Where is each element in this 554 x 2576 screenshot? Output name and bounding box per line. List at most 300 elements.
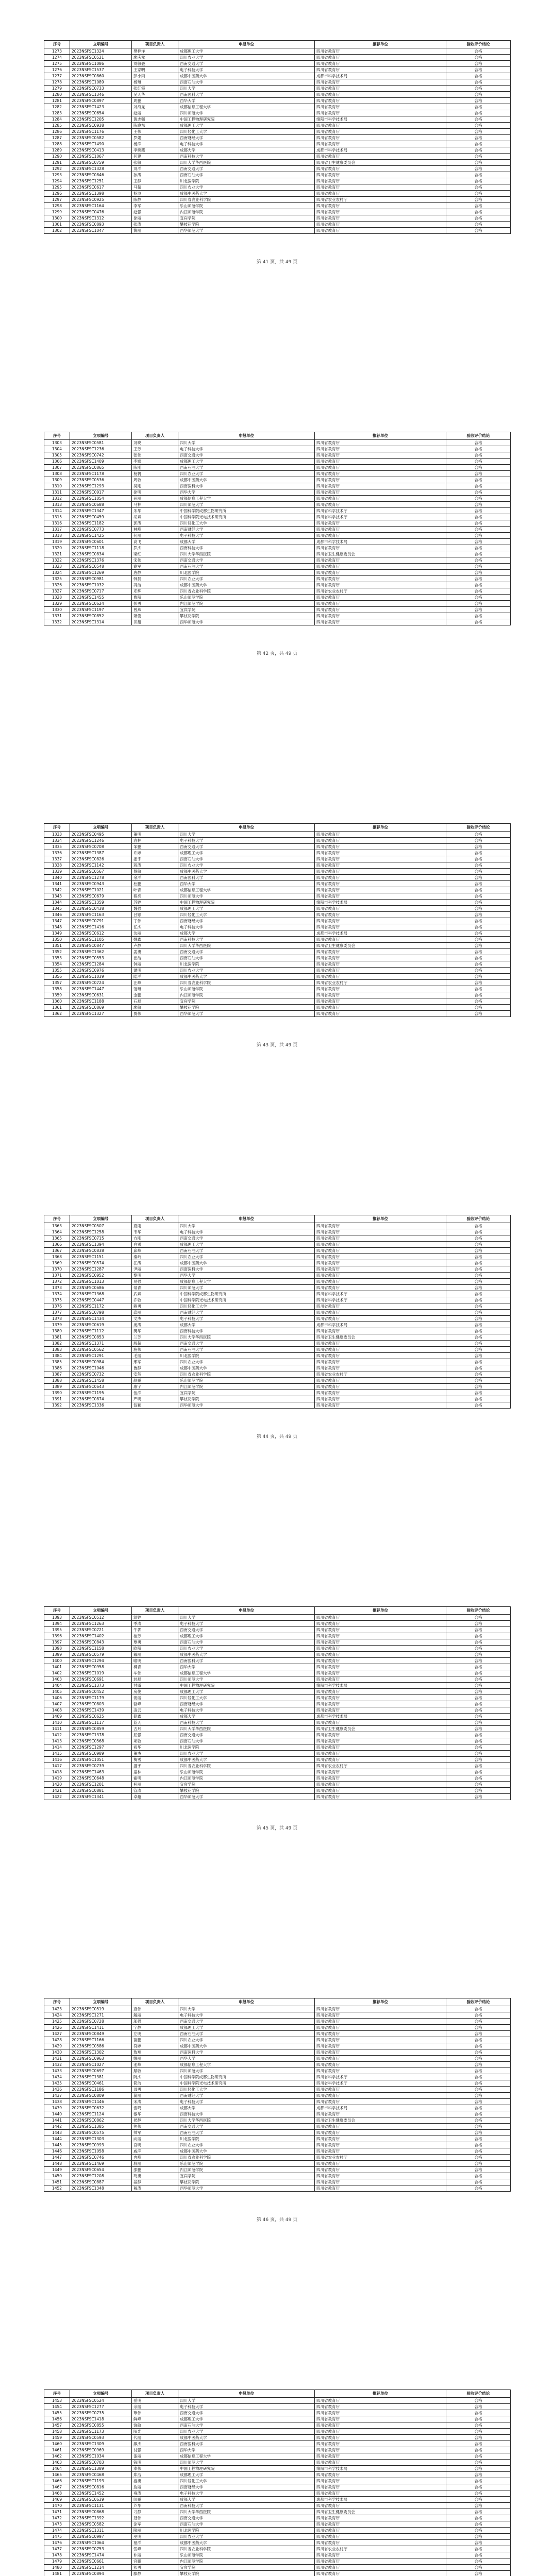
- result-table: [44, 823, 511, 1017]
- cell-index: 1304: [44, 446, 70, 452]
- cell-project-id: 2023NSFSC1046: [70, 1365, 132, 1371]
- cell-recommend-unit: 四川省教育厅: [315, 67, 446, 73]
- cell-project-id: 2023NSFSC0452: [70, 1689, 132, 1695]
- header-leader: 项目负责人: [132, 2390, 178, 2398]
- cell-applicant-unit: 西南石油大学: [178, 172, 315, 178]
- cell-project-id: 2023NSFSC0826: [70, 856, 132, 862]
- cell-result: 合格: [446, 147, 511, 154]
- cell-result: 合格: [446, 2441, 511, 2447]
- cell-applicant-unit: 四川省农业科学院: [178, 2546, 315, 2552]
- cell-applicant-unit: 成都大学: [178, 1322, 315, 1328]
- cell-index: 1423: [44, 2006, 70, 2012]
- cell-result: 合格: [446, 160, 511, 166]
- cell-recommend-unit: 四川省教育厅: [315, 1396, 446, 1402]
- cell-project-id: 2023NSFSC0438: [70, 906, 132, 912]
- cell-project-id: 2023NSFSC1214: [70, 2565, 132, 2571]
- cell-applicant-unit: 西南石油大学: [178, 1248, 315, 1254]
- cell-applicant-unit: 西南科技大学: [178, 2503, 315, 2509]
- cell-leader: 李娜: [132, 459, 178, 465]
- table-row: [44, 1266, 511, 1273]
- cell-result: 合格: [446, 1751, 511, 1757]
- table-row: [44, 197, 511, 203]
- cell-applicant-unit: 西南交通大学: [178, 1341, 315, 1347]
- cell-applicant-unit: 西南交通大学: [178, 1235, 315, 1242]
- cell-result: 合格: [446, 2124, 511, 2130]
- cell-project-id: 2023NSFSC1347: [70, 508, 132, 514]
- header-recommend-unit: 推荐单位: [315, 2390, 446, 2398]
- cell-project-id: 2023NSFSC1455: [70, 595, 132, 601]
- cell-leader: 张红霞: [132, 86, 178, 92]
- cell-project-id: 2023NSFSC0553: [70, 955, 132, 961]
- table-row: [44, 1670, 511, 1676]
- cell-project-id: 2023NSFSC0724: [70, 980, 132, 986]
- table-row: [44, 1378, 511, 1384]
- cell-project-id: 2023NSFSC1394: [70, 1242, 132, 1248]
- cell-recommend-unit: 四川省教育厅: [315, 2161, 446, 2167]
- cell-project-id: 2023NSFSC0893: [70, 222, 132, 228]
- cell-result: 合格: [446, 209, 511, 215]
- cell-recommend-unit: 四川省教育厅: [315, 2484, 446, 2490]
- cell-project-id: 2023NSFSC0519: [70, 2006, 132, 2012]
- cell-applicant-unit: 西华大学: [178, 489, 315, 496]
- table-row: [44, 2565, 511, 2571]
- cell-applicant-unit: 成都理工大学: [178, 1633, 315, 1639]
- cell-leader: 施伟: [132, 1347, 178, 1353]
- cell-recommend-unit: 四川省教育厅: [315, 1639, 446, 1646]
- cell-project-id: 2023NSFSC1293: [70, 483, 132, 489]
- table-row: [44, 582, 511, 588]
- table-row: [44, 862, 511, 869]
- cell-recommend-unit: 四川省农业农村厅: [315, 2155, 446, 2161]
- cell-applicant-unit: 西南石油大学: [178, 2031, 315, 2037]
- cell-leader: 许婷: [132, 850, 178, 856]
- result-table-wrapper: [44, 40, 510, 234]
- cell-recommend-unit: 四川省教育厅: [315, 2099, 446, 2105]
- cell-recommend-unit: 四川省卫生健康委员会: [315, 1334, 446, 1341]
- cell-index: 1309: [44, 477, 70, 483]
- cell-index: 1289: [44, 147, 70, 154]
- header-project-id: 立项编号: [70, 824, 132, 832]
- cell-recommend-unit: 四川省教育厅: [315, 1658, 446, 1664]
- cell-index: 1370: [44, 1266, 70, 1273]
- cell-applicant-unit: 攀枝花学院: [178, 2179, 315, 2185]
- cell-leader: 秦岭: [132, 1254, 178, 1260]
- cell-applicant-unit: 西华师范大学: [178, 1011, 315, 1017]
- page-number: 第 45 页，共 49 页: [256, 1826, 298, 1831]
- cell-leader: 江涛: [132, 1260, 178, 1266]
- cell-recommend-unit: 四川省教育厅: [315, 1229, 446, 1235]
- cell-project-id: 2023NSFSC0524: [70, 2398, 132, 2404]
- table-row: [44, 203, 511, 209]
- cell-project-id: 2023NSFSC1371: [70, 1341, 132, 1347]
- table-row: [44, 1303, 511, 1310]
- cell-leader: 龚丽: [132, 1310, 178, 1316]
- cell-applicant-unit: 乐山师范学院: [178, 1378, 315, 1384]
- cell-result: 合格: [446, 222, 511, 228]
- cell-result: 合格: [446, 48, 511, 55]
- cell-result: 合格: [446, 1279, 511, 1285]
- cell-project-id: 2023NSFSC1463: [70, 1769, 132, 1775]
- cell-applicant-unit: 四川轻化工大学: [178, 2087, 315, 2093]
- cell-recommend-unit: 四川省教育厅: [315, 992, 446, 998]
- table-row: [44, 61, 511, 67]
- cell-recommend-unit: 四川省教育厅: [315, 178, 446, 184]
- cell-applicant-unit: 西南医科大学: [178, 1266, 315, 1273]
- cell-index: 1396: [44, 1633, 70, 1639]
- table-row: [44, 869, 511, 875]
- cell-leader: 池峰: [132, 2062, 178, 2068]
- cell-leader: 胡斌: [132, 514, 178, 520]
- cell-leader: 杨琳: [132, 79, 178, 86]
- cell-project-id: 2023NSFSC1346: [70, 92, 132, 98]
- cell-project-id: 2023NSFSC1434: [70, 1316, 132, 1322]
- cell-leader: 宋伟: [132, 557, 178, 564]
- cell-index: 1335: [44, 844, 70, 850]
- cell-applicant-unit: 攀枝花学院: [178, 1396, 315, 1402]
- table-row: [44, 2167, 511, 2173]
- cell-applicant-unit: 西南财经大学: [178, 527, 315, 533]
- table-row: [44, 73, 511, 79]
- cell-result: 合格: [446, 1763, 511, 1769]
- cell-applicant-unit: 四川师范大学: [178, 110, 315, 116]
- cell-result: 合格: [446, 2136, 511, 2142]
- cell-recommend-unit: 四川省教育厅: [315, 2025, 446, 2031]
- cell-project-id: 2023NSFSC0617: [70, 184, 132, 191]
- cell-project-id: 2023NSFSC0759: [70, 160, 132, 166]
- cell-result: 合格: [446, 2447, 511, 2453]
- cell-leader: 金鹏: [132, 992, 178, 998]
- cell-index: 1402: [44, 1670, 70, 1676]
- cell-leader: 吴刚: [132, 483, 178, 489]
- cell-leader: 骆峰: [132, 1701, 178, 1707]
- cell-project-id: 2023NSFSC0717: [70, 588, 132, 595]
- cell-index: 1293: [44, 172, 70, 178]
- table-row: [44, 1341, 511, 1347]
- cell-recommend-unit: 四川省教育厅: [315, 129, 446, 135]
- cell-applicant-unit: 中国科学院光电技术研究所: [178, 514, 315, 520]
- cell-project-id: 2023NSFSC1263: [70, 1621, 132, 1627]
- cell-result: 合格: [446, 862, 511, 869]
- cell-index: 1404: [44, 1683, 70, 1689]
- cell-leader: 任杰: [132, 924, 178, 930]
- cell-leader: 赵强: [132, 209, 178, 215]
- cell-recommend-unit: 四川省教育厅: [315, 496, 446, 502]
- cell-leader: 卢静: [132, 943, 178, 949]
- cell-index: 1417: [44, 1763, 70, 1769]
- cell-recommend-unit: 四川省科学技术厅: [315, 1291, 446, 1297]
- cell-applicant-unit: 宜宾学院: [178, 215, 315, 222]
- cell-recommend-unit: 四川省教育厅: [315, 595, 446, 601]
- header-recommend-unit: 推荐单位: [315, 1215, 446, 1223]
- cell-result: 合格: [446, 545, 511, 551]
- cell-recommend-unit: 四川省教育厅: [315, 477, 446, 483]
- table-row: [44, 2484, 511, 2490]
- cell-applicant-unit: 西南交通大学: [178, 2515, 315, 2521]
- table-row: [44, 502, 511, 508]
- cell-recommend-unit: 四川省教育厅: [315, 2148, 446, 2155]
- cell-result: 合格: [446, 557, 511, 564]
- cell-index: 1331: [44, 613, 70, 619]
- cell-recommend-unit: 四川省教育厅: [315, 1011, 446, 1017]
- cell-recommend-unit: 四川省教育厅: [315, 955, 446, 961]
- cell-result: 合格: [446, 197, 511, 203]
- cell-applicant-unit: 西南石油大学: [178, 564, 315, 570]
- cell-recommend-unit: 四川省教育厅: [315, 2062, 446, 2068]
- table-row: [44, 1254, 511, 1260]
- cell-index: 1420: [44, 1782, 70, 1788]
- cell-recommend-unit: 四川省教育厅: [315, 2453, 446, 2460]
- cell-result: 合格: [446, 968, 511, 974]
- cell-index: 1358: [44, 986, 70, 992]
- cell-project-id: 2023NSFSC0624: [70, 601, 132, 607]
- cell-leader: 滕静: [132, 2571, 178, 2576]
- cell-project-id: 2023NSFSC0582: [70, 2521, 132, 2528]
- cell-leader: 袁林: [132, 838, 178, 844]
- cell-index: 1301: [44, 222, 70, 228]
- cell-index: 1474: [44, 2528, 70, 2534]
- cell-project-id: 2023NSFSC1172: [70, 1303, 132, 1310]
- cell-project-id: 2023NSFSC0639: [70, 2497, 132, 2503]
- cell-index: 1425: [44, 2019, 70, 2025]
- cell-applicant-unit: 四川大学华西医院: [178, 943, 315, 949]
- cell-applicant-unit: 电子科技大学: [178, 67, 315, 73]
- cell-applicant-unit: 内江师范学院: [178, 992, 315, 998]
- cell-recommend-unit: 四川省教育厅: [315, 1005, 446, 1011]
- cell-result: 合格: [446, 2185, 511, 2192]
- cell-applicant-unit: 乐山师范学院: [178, 595, 315, 601]
- cell-result: 合格: [446, 2558, 511, 2565]
- cell-result: 合格: [446, 893, 511, 900]
- table-row: [44, 508, 511, 514]
- cell-index: 1282: [44, 104, 70, 110]
- cell-project-id: 2023NSFSC1387: [70, 850, 132, 856]
- cell-result: 合格: [446, 1005, 511, 1011]
- table-row: [44, 2552, 511, 2558]
- cell-recommend-unit: 四川省教育厅: [315, 918, 446, 924]
- cell-recommend-unit: 四川省教育厅: [315, 1341, 446, 1347]
- cell-index: 1318: [44, 533, 70, 539]
- cell-result: 合格: [446, 2025, 511, 2031]
- cell-recommend-unit: 四川省教育厅: [315, 1646, 446, 1652]
- cell-project-id: 2023NSFSC0721: [70, 1627, 132, 1633]
- table-row: [44, 452, 511, 459]
- cell-result: 合格: [446, 129, 511, 135]
- cell-result: 合格: [446, 918, 511, 924]
- table-row: [44, 86, 511, 92]
- table-row: [44, 613, 511, 619]
- cell-applicant-unit: 西南石油大学: [178, 2422, 315, 2429]
- cell-project-id: 2023NSFSC1392: [70, 2515, 132, 2521]
- cell-leader: 储鑫: [132, 1714, 178, 1720]
- cell-leader: 霍明: [132, 1775, 178, 1782]
- table-row: [44, 1633, 511, 1639]
- cell-leader: 欧阳: [132, 1646, 178, 1652]
- cell-project-id: 2023NSFSC0847: [70, 943, 132, 949]
- cell-result: 合格: [446, 1670, 511, 1676]
- cell-index: 1390: [44, 1390, 70, 1396]
- cell-index: 1464: [44, 2466, 70, 2472]
- table-row: [44, 1285, 511, 1291]
- cell-project-id: 2023NSFSC0728: [70, 2019, 132, 2025]
- cell-applicant-unit: 西南医科大学: [178, 2441, 315, 2447]
- cell-index: 1431: [44, 2056, 70, 2062]
- cell-project-id: 2023NSFSC1402: [70, 1633, 132, 1639]
- cell-recommend-unit: 四川省教育厅: [315, 564, 446, 570]
- table-row: [44, 1782, 511, 1788]
- cell-project-id: 2023NSFSC1314: [70, 619, 132, 625]
- cell-leader: 田甜: [132, 619, 178, 625]
- cell-leader: 廖杰: [132, 2441, 178, 2447]
- cell-result: 合格: [446, 1266, 511, 1273]
- page-number: 第 46 页，共 49 页: [256, 2217, 298, 2223]
- table-row: [44, 2019, 511, 2025]
- cell-project-id: 2023NSFSC1490: [70, 141, 132, 147]
- cell-applicant-unit: 西华大学: [178, 1664, 315, 1670]
- cell-recommend-unit: 四川省科学技术厅: [315, 514, 446, 520]
- table-row: [44, 551, 511, 557]
- cell-index: 1364: [44, 1229, 70, 1235]
- cell-applicant-unit: 四川轻化工大学: [178, 129, 315, 135]
- cell-leader: 贾伟: [132, 1011, 178, 1017]
- table-row: [44, 1726, 511, 1732]
- cell-recommend-unit: 四川省教育厅: [315, 1273, 446, 1279]
- cell-index: 1472: [44, 2515, 70, 2521]
- cell-applicant-unit: 四川师范大学: [178, 1285, 315, 1291]
- cell-result: 合格: [446, 582, 511, 588]
- cell-applicant-unit: 四川师范大学: [178, 893, 315, 900]
- cell-index: 1385: [44, 1359, 70, 1365]
- cell-leader: 查伟: [132, 2006, 178, 2012]
- cell-project-id: 2023NSFSC1327: [70, 1011, 132, 1017]
- cell-project-id: 2023NSFSC0735: [70, 2410, 132, 2416]
- cell-applicant-unit: 四川农业大学: [178, 2429, 315, 2435]
- table-row: [44, 79, 511, 86]
- cell-index: 1317: [44, 527, 70, 533]
- cell-project-id: 2023NSFSC0969: [70, 2447, 132, 2453]
- cell-applicant-unit: 内江师范学院: [178, 2167, 315, 2173]
- cell-applicant-unit: 宜宾学院: [178, 1782, 315, 1788]
- cell-applicant-unit: 电子科技大学: [178, 446, 315, 452]
- cell-project-id: 2023NSFSC1197: [70, 607, 132, 613]
- cell-result: 合格: [446, 2167, 511, 2173]
- table-row: [44, 1676, 511, 1683]
- cell-result: 合格: [446, 588, 511, 595]
- table-row: [44, 1371, 511, 1378]
- cell-leader: 管涛: [132, 1788, 178, 1794]
- result-table: [44, 2389, 511, 2576]
- cell-leader: 祝华: [132, 1744, 178, 1751]
- cell-project-id: 2023NSFSC0643: [70, 1384, 132, 1390]
- cell-applicant-unit: 成都信息工程大学: [178, 887, 315, 893]
- header-index: 序号: [44, 1998, 70, 2006]
- cell-leader: 杨帆: [132, 471, 178, 477]
- cell-index: 1445: [44, 2142, 70, 2148]
- cell-result: 合格: [446, 1353, 511, 1359]
- cell-applicant-unit: 中国科学院光电技术研究所: [178, 1297, 315, 1303]
- table-row: [44, 2185, 511, 2192]
- table-row: [44, 477, 511, 483]
- cell-result: 合格: [446, 551, 511, 557]
- cell-index: 1376: [44, 1303, 70, 1310]
- cell-recommend-unit: 四川省教育厅: [315, 887, 446, 893]
- cell-recommend-unit: 四川省教育厅: [315, 2503, 446, 2509]
- cell-project-id: 2023NSFSC0803: [70, 1701, 132, 1707]
- cell-index: 1477: [44, 2546, 70, 2552]
- table-row: [44, 588, 511, 595]
- cell-project-id: 2023NSFSC1277: [70, 2404, 132, 2410]
- cell-leader: 訾峰: [132, 2546, 178, 2552]
- cell-leader: 廖敏: [132, 1005, 178, 1011]
- table-row: [44, 2497, 511, 2503]
- result-table: [44, 1998, 511, 2192]
- cell-result: 合格: [446, 496, 511, 502]
- cell-result: 合格: [446, 1738, 511, 1744]
- cell-leader: 陈刚: [132, 465, 178, 471]
- cell-leader: 邱峰: [132, 1248, 178, 1254]
- cell-index: 1300: [44, 215, 70, 222]
- table-row: [44, 129, 511, 135]
- cell-project-id: 2023NSFSC0742: [70, 452, 132, 459]
- table-row: [44, 2546, 511, 2552]
- cell-result: 合格: [446, 104, 511, 110]
- cell-applicant-unit: 川北医学院: [178, 178, 315, 184]
- cell-recommend-unit: 四川省农业农村厅: [315, 1763, 446, 1769]
- cell-result: 合格: [446, 2037, 511, 2043]
- cell-recommend-unit: 四川省卫生健康委员会: [315, 551, 446, 557]
- cell-index: 1393: [44, 1615, 70, 1621]
- cell-leader: 梅雪: [132, 1757, 178, 1763]
- cell-applicant-unit: 乐山师范学院: [178, 203, 315, 209]
- table-row: [44, 2490, 511, 2497]
- cell-index: 1382: [44, 1341, 70, 1347]
- table-row: [44, 1788, 511, 1794]
- cell-leader: 毛丽: [132, 1353, 178, 1359]
- cell-recommend-unit: 成都市科学技术局: [315, 2497, 446, 2503]
- cell-recommend-unit: 四川省教育厅: [315, 135, 446, 141]
- cell-recommend-unit: 四川省教育厅: [315, 465, 446, 471]
- cell-project-id: 2023NSFSC1269: [70, 570, 132, 576]
- cell-index: 1365: [44, 1235, 70, 1242]
- cell-applicant-unit: 攀枝花学院: [178, 222, 315, 228]
- table-row: [44, 147, 511, 154]
- cell-applicant-unit: 成都中医药大学: [178, 2043, 315, 2049]
- cell-recommend-unit: 四川省卫生健康委员会: [315, 943, 446, 949]
- table-row: [44, 141, 511, 147]
- cell-applicant-unit: 成都大学: [178, 1714, 315, 1720]
- cell-leader: 宁静: [132, 2025, 178, 2031]
- cell-index: 1466: [44, 2478, 70, 2484]
- cell-leader: 母勇: [132, 2087, 178, 2093]
- cell-result: 合格: [446, 856, 511, 862]
- cell-leader: 何丽: [132, 533, 178, 539]
- cell-recommend-unit: 四川省教育厅: [315, 2173, 446, 2179]
- cell-recommend-unit: 四川省农业农村厅: [315, 980, 446, 986]
- cell-applicant-unit: 西南医科大学: [178, 92, 315, 98]
- result-table: [44, 1606, 511, 1800]
- cell-index: 1276: [44, 67, 70, 73]
- header-result: 验收评价结论: [446, 1215, 511, 1223]
- cell-recommend-unit: 四川省教育厅: [315, 1353, 446, 1359]
- document-page: [0, 783, 554, 1175]
- table-row: [44, 924, 511, 930]
- cell-project-id: 2023NSFSC1246: [70, 838, 132, 844]
- cell-leader: 刁静: [132, 2509, 178, 2515]
- cell-recommend-unit: 四川省教育厅: [315, 2185, 446, 2192]
- cell-leader: 涂军: [132, 2521, 178, 2528]
- cell-applicant-unit: 西南医科大学: [178, 875, 315, 881]
- table-row: [44, 1384, 511, 1390]
- cell-index: 1453: [44, 2398, 70, 2404]
